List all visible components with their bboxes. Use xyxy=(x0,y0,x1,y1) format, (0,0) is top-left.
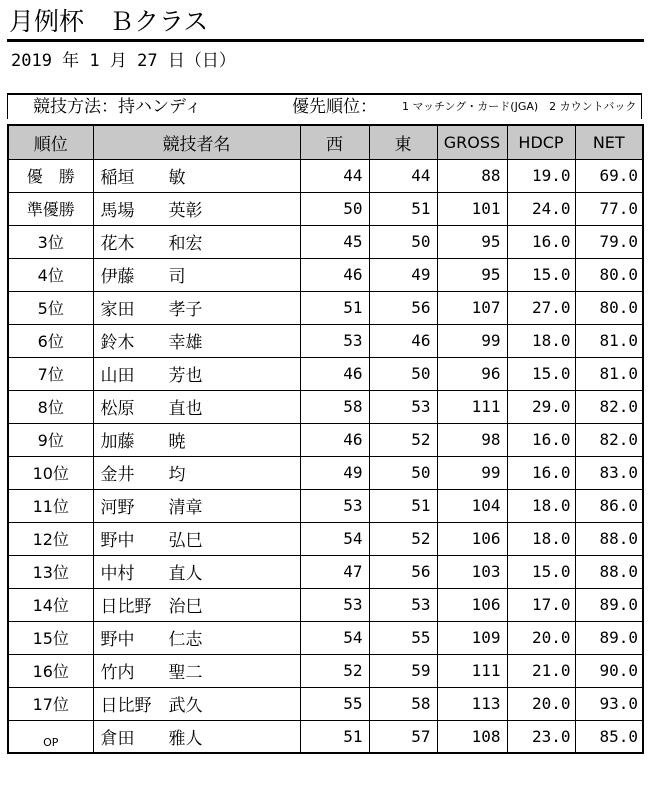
header-player-name: 競技者名 xyxy=(93,125,300,159)
cell-rank: 3位 xyxy=(8,225,93,258)
cell-hdcp: 18.0 xyxy=(507,522,575,555)
cell-rank: OP xyxy=(8,720,93,753)
header-rank: 順位 xyxy=(8,125,93,159)
table-row xyxy=(8,489,643,522)
cell-gross: 95 xyxy=(437,258,507,291)
cell-west: 49 xyxy=(300,456,369,489)
competition-method: 競技方法：持ハンディ xyxy=(33,97,202,117)
cell-east: 55 xyxy=(369,621,437,654)
cell-net: 85.0 xyxy=(575,720,643,753)
results-body xyxy=(8,159,643,753)
cell-net: 79.0 xyxy=(575,225,643,258)
results-table xyxy=(7,124,644,754)
cell-player-name: 日比野 武久 xyxy=(93,687,300,720)
cell-east: 50 xyxy=(369,357,437,390)
table-row xyxy=(8,720,643,753)
table-row xyxy=(8,357,643,390)
cell-east: 58 xyxy=(369,687,437,720)
table-row xyxy=(8,621,643,654)
cell-west: 53 xyxy=(300,588,369,621)
table-row xyxy=(8,324,643,357)
cell-net: 81.0 xyxy=(575,357,643,390)
table-row xyxy=(8,654,643,687)
cell-gross: 99 xyxy=(437,456,507,489)
cell-net: 69.0 xyxy=(575,159,643,192)
cell-net: 81.0 xyxy=(575,324,643,357)
cell-rank: 7位 xyxy=(8,357,93,390)
cell-west: 51 xyxy=(300,291,369,324)
cell-rank: 17位 xyxy=(8,687,93,720)
cell-net: 77.0 xyxy=(575,192,643,225)
cell-east: 51 xyxy=(369,192,437,225)
cell-gross: 99 xyxy=(437,324,507,357)
cell-hdcp: 15.0 xyxy=(507,555,575,588)
cell-rank: 準優勝 xyxy=(8,192,93,225)
cell-hdcp: 29.0 xyxy=(507,390,575,423)
cell-player-name: 馬場 英彰 xyxy=(93,192,300,225)
header-west: 西 xyxy=(300,125,369,159)
cell-hdcp: 18.0 xyxy=(507,489,575,522)
cell-gross: 109 xyxy=(437,621,507,654)
cell-west: 46 xyxy=(300,258,369,291)
cell-west: 55 xyxy=(300,687,369,720)
table-row xyxy=(8,192,643,225)
cell-player-name: 竹内 聖二 xyxy=(93,654,300,687)
cell-player-name: 日比野 治巳 xyxy=(93,588,300,621)
cell-hdcp: 20.0 xyxy=(507,687,575,720)
cell-west: 53 xyxy=(300,489,369,522)
table-row xyxy=(8,687,643,720)
cell-rank: 12位 xyxy=(8,522,93,555)
table-row xyxy=(8,390,643,423)
cell-east: 57 xyxy=(369,720,437,753)
table-row xyxy=(8,456,643,489)
cell-east: 56 xyxy=(369,291,437,324)
cell-net: 89.0 xyxy=(575,621,643,654)
cell-rank: 13位 xyxy=(8,555,93,588)
cell-rank: 6位 xyxy=(8,324,93,357)
cell-east: 53 xyxy=(369,588,437,621)
cell-net: 86.0 xyxy=(575,489,643,522)
cell-rank: 16位 xyxy=(8,654,93,687)
cell-net: 89.0 xyxy=(575,588,643,621)
cell-east: 50 xyxy=(369,456,437,489)
cell-player-name: 中村 直人 xyxy=(93,555,300,588)
event-date: 2019 年 1 月 27 日（日） xyxy=(11,51,236,71)
cell-player-name: 倉田 雅人 xyxy=(93,720,300,753)
cell-hdcp: 16.0 xyxy=(507,456,575,489)
cell-rank: 14位 xyxy=(8,588,93,621)
cell-rank: 8位 xyxy=(8,390,93,423)
cell-east: 59 xyxy=(369,654,437,687)
cell-gross: 98 xyxy=(437,423,507,456)
cell-gross: 88 xyxy=(437,159,507,192)
cell-rank: 15位 xyxy=(8,621,93,654)
table-header-row xyxy=(8,125,643,159)
cell-east: 52 xyxy=(369,423,437,456)
cell-player-name: 家田 孝子 xyxy=(93,291,300,324)
cell-rank: 10位 xyxy=(8,456,93,489)
cell-rank: 11位 xyxy=(8,489,93,522)
table-row xyxy=(8,522,643,555)
cell-gross: 106 xyxy=(437,588,507,621)
cell-rank: 4位 xyxy=(8,258,93,291)
title-underline xyxy=(7,39,644,42)
cell-west: 46 xyxy=(300,357,369,390)
cell-west: 53 xyxy=(300,324,369,357)
cell-east: 52 xyxy=(369,522,437,555)
cell-player-name: 山田 芳也 xyxy=(93,357,300,390)
cell-hdcp: 21.0 xyxy=(507,654,575,687)
cell-player-name: 加藤 暁 xyxy=(93,423,300,456)
cell-gross: 111 xyxy=(437,654,507,687)
table-row xyxy=(8,423,643,456)
cell-west: 52 xyxy=(300,654,369,687)
cell-hdcp: 15.0 xyxy=(507,258,575,291)
header-hdcp: HDCP xyxy=(507,125,575,159)
cell-east: 53 xyxy=(369,390,437,423)
cell-player-name: 河野 清章 xyxy=(93,489,300,522)
competition-info-bar xyxy=(7,93,642,119)
cell-net: 80.0 xyxy=(575,291,643,324)
cell-gross: 101 xyxy=(437,192,507,225)
cell-gross: 107 xyxy=(437,291,507,324)
cell-east: 46 xyxy=(369,324,437,357)
cell-hdcp: 24.0 xyxy=(507,192,575,225)
cell-player-name: 野中 弘巳 xyxy=(93,522,300,555)
cell-hdcp: 19.0 xyxy=(507,159,575,192)
cell-rank: 優 勝 xyxy=(8,159,93,192)
cell-gross: 96 xyxy=(437,357,507,390)
cell-east: 51 xyxy=(369,489,437,522)
cell-hdcp: 16.0 xyxy=(507,225,575,258)
header-gross: GROSS xyxy=(437,125,507,159)
cell-west: 46 xyxy=(300,423,369,456)
cell-net: 83.0 xyxy=(575,456,643,489)
cell-net: 93.0 xyxy=(575,687,643,720)
cell-net: 82.0 xyxy=(575,390,643,423)
cell-west: 50 xyxy=(300,192,369,225)
cell-gross: 103 xyxy=(437,555,507,588)
cell-west: 44 xyxy=(300,159,369,192)
cell-hdcp: 17.0 xyxy=(507,588,575,621)
cell-hdcp: 16.0 xyxy=(507,423,575,456)
cell-hdcp: 18.0 xyxy=(507,324,575,357)
cell-net: 88.0 xyxy=(575,522,643,555)
cell-player-name: 花木 和宏 xyxy=(93,225,300,258)
table-row xyxy=(8,555,643,588)
table-row xyxy=(8,159,643,192)
cell-player-name: 稲垣 敏 xyxy=(93,159,300,192)
cell-gross: 106 xyxy=(437,522,507,555)
header-east: 東 xyxy=(369,125,437,159)
cell-west: 47 xyxy=(300,555,369,588)
cell-west: 58 xyxy=(300,390,369,423)
cell-gross: 111 xyxy=(437,390,507,423)
cell-rank: 5位 xyxy=(8,291,93,324)
header-net: NET xyxy=(575,125,643,159)
page-title: 月例杯 Ｂクラス xyxy=(9,7,209,36)
cell-player-name: 松原 直也 xyxy=(93,390,300,423)
table-row xyxy=(8,291,643,324)
cell-hdcp: 27.0 xyxy=(507,291,575,324)
priority-list: 1 マッチング・カード(JGA) 2 カウントバック xyxy=(402,100,637,113)
cell-player-name: 鈴木 幸雄 xyxy=(93,324,300,357)
cell-hdcp: 15.0 xyxy=(507,357,575,390)
cell-west: 54 xyxy=(300,522,369,555)
cell-player-name: 金井 均 xyxy=(93,456,300,489)
cell-east: 49 xyxy=(369,258,437,291)
cell-net: 88.0 xyxy=(575,555,643,588)
cell-player-name: 伊藤 司 xyxy=(93,258,300,291)
cell-west: 54 xyxy=(300,621,369,654)
cell-gross: 95 xyxy=(437,225,507,258)
table-row xyxy=(8,258,643,291)
cell-east: 50 xyxy=(369,225,437,258)
cell-net: 80.0 xyxy=(575,258,643,291)
cell-east: 44 xyxy=(369,159,437,192)
cell-gross: 108 xyxy=(437,720,507,753)
cell-net: 82.0 xyxy=(575,423,643,456)
cell-hdcp: 23.0 xyxy=(507,720,575,753)
cell-net: 90.0 xyxy=(575,654,643,687)
cell-player-name: 野中 仁志 xyxy=(93,621,300,654)
cell-gross: 104 xyxy=(437,489,507,522)
cell-rank: 9位 xyxy=(8,423,93,456)
cell-hdcp: 20.0 xyxy=(507,621,575,654)
table-row xyxy=(8,588,643,621)
cell-west: 51 xyxy=(300,720,369,753)
cell-gross: 113 xyxy=(437,687,507,720)
table-row xyxy=(8,225,643,258)
cell-east: 56 xyxy=(369,555,437,588)
priority-label: 優先順位： xyxy=(292,97,377,117)
cell-west: 45 xyxy=(300,225,369,258)
